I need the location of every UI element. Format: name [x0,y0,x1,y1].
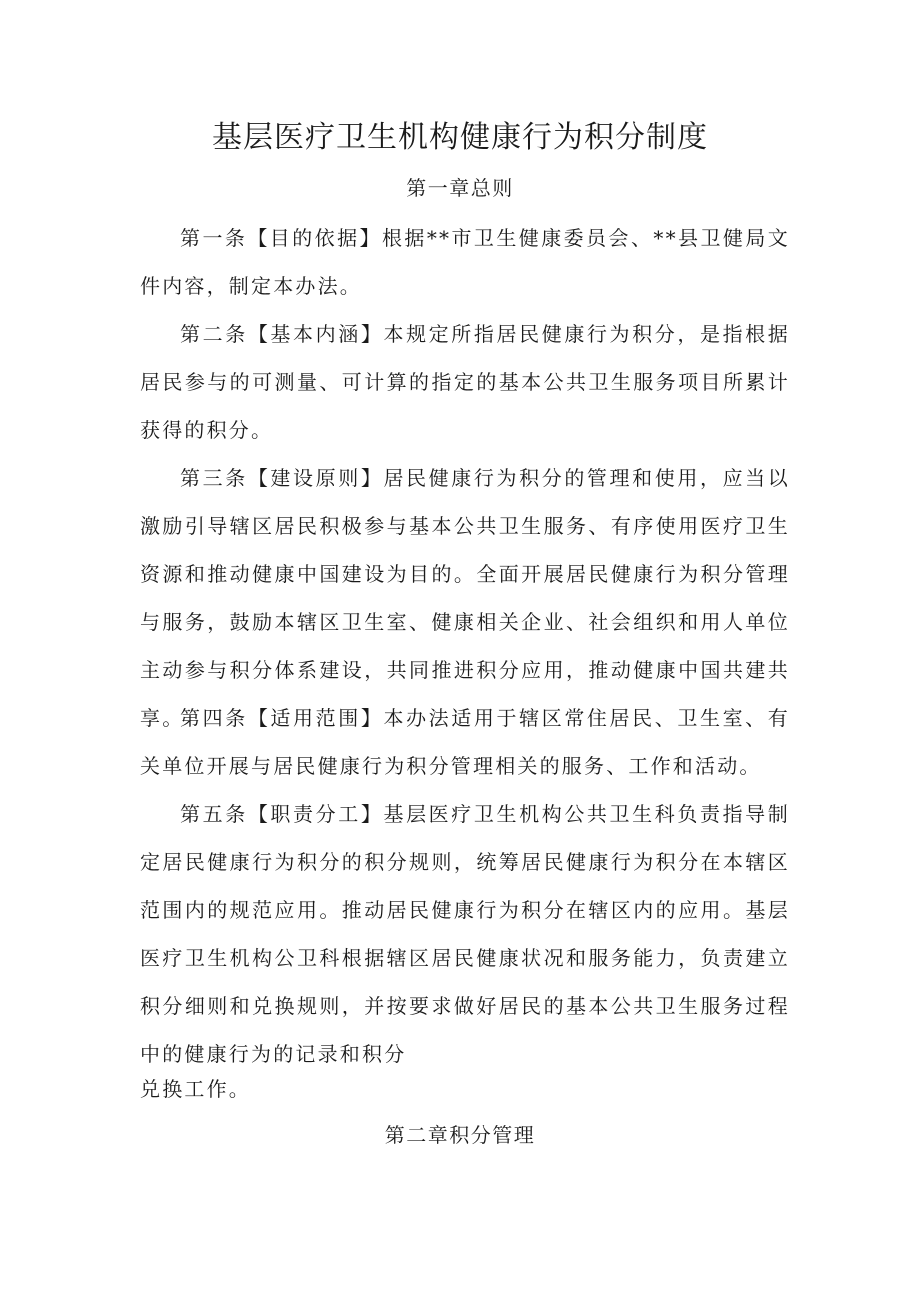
article-2: 第二条【基本内涵】本规定所指居民健康行为积分，是指根据居民参与的可测量、可计算的指定的基本公共卫生服务项目所累计获得的积分。 [140,322,790,442]
article-3: 第三条【建设原则】居民健康行为积分的管理和使用，应当以激励引导辖区居民积极参与基本公共卫生服务、有序使用医疗卫生资源和推动健康中国建设为目的。全面开展居民健康行为积分管理与服务，鼓励本辖区卫生室、健康相关企业、社会组织和用人单位主动参与积分体系建设，共同推进积分应用，推动健康中国共建共享。 [140,466,790,730]
document-title: 基层医疗卫生机构健康行为积分制度 [212,120,708,155]
article-4: 第四条【适用范围】本办法适用于辖区常住居民、卫生室、有关单位开展与居民健康行为积分管理相关的服务、工作和活动。 [140,706,790,778]
article-5-tail: 兑换工作。 [140,1077,251,1101]
article-1: 第一条【目的依据】根据**市卫生健康委员会、**县卫健局文件内容，制定本办法。 [140,226,790,298]
article-5: 第五条【职责分工】基层医疗卫生机构公共卫生科负责指导制定居民健康行为积分的积分规则，统筹居民健康行为积分在本辖区范围内的规范应用。推动居民健康行为积分在辖区内的应用。基层医疗卫生机构公卫科根据辖区居民健康状况和服务能力，负责建立积分细则和兑换规则，并按要求做好居民的基本公共卫生服务过程中的健康行为的记录和积分 [140,802,790,1066]
chapter-heading-1: 第一章总则 [406,176,514,200]
chapter-heading-2: 第二章积分管理 [384,1123,536,1147]
